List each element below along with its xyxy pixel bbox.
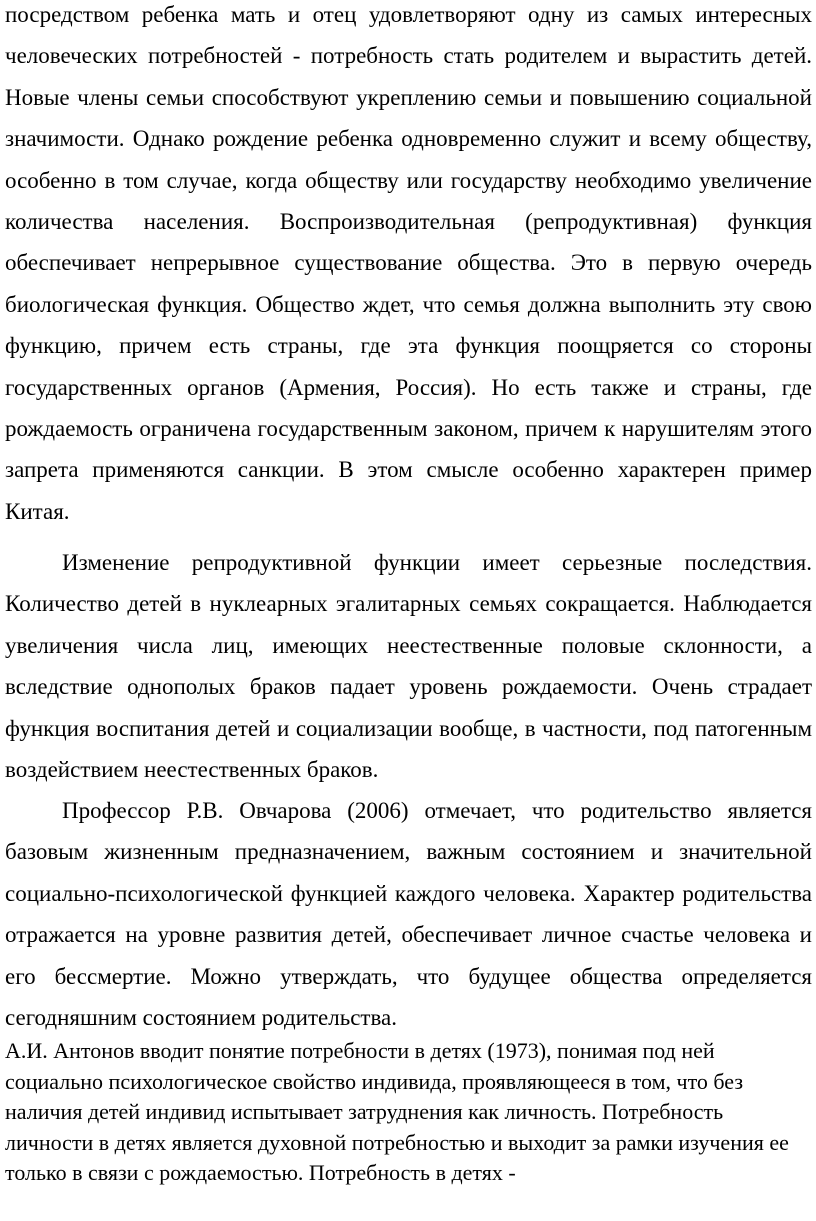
paragraph-2: Изменение репродуктивной функции имеет серьезные последствия. Количество детей в нуклеарных эгалитарных семьях сокращается. Наблюдается увеличения числа лиц, имеющих неестественные половые склонности, а вследствие однополых браков падает уровень рождаемости. Очень страдает функция воспитания детей и социализации вообще, в частности, под патогенным воздействием неестественных браков.	[5, 550, 812, 783]
paragraph-1: посредством ребенка мать и отец удовлетворяют одну из самых интересных человеческих потребностей - потребность стать родителем и вырастить детей. Новые члены семьи способствуют укреплению семьи и повышению социальной значимости. Однако рождение ребенка одновременно служит и всему обществу, особенно в том случае, когда обществу или государству необходимо увеличение количества населения. Воспроизводительная (репродуктивная) функция обеспечивает непрерывное существование общества. Это в первую очередь биологическая функция. Общество ждет, что семья должна выполнить эту свою функцию, причем есть страны, где эта функция поощряется со стороны государственных органов (Армения, Россия). Но есть также и страны, где рождаемость ограничена государственным законом, причем к нарушителям этого запрета применяются санкции. В этом смысле особенно характерен пример Китая.	[5, 2, 812, 524]
paragraph-4: А.И. Антонов вводит понятие потребности в детях (1973), понимая под ней социально психологическое свойство индивида, проявляющееся в том, что без наличия детей индивид испытывает затруднения как личность. Потребность личности в детях является духовной потребностью и выходит за рамки изучения ее только в связи с рождаемостью. Потребность в детях -	[5, 1038, 789, 1185]
paragraph-3: Профессор Р.В. Овчарова (2006) отмечает, что родительство является базовым жизненным предназначением, важным состоянием и значительной социально-психологической функцией каждого человека. Характер родительства отражается на уровне развития детей, обеспечивает личное счастье человека и его бессмертие. Можно утверждать, что будущее общества определяется сегодняшним состоянием родительства.	[5, 798, 812, 1031]
